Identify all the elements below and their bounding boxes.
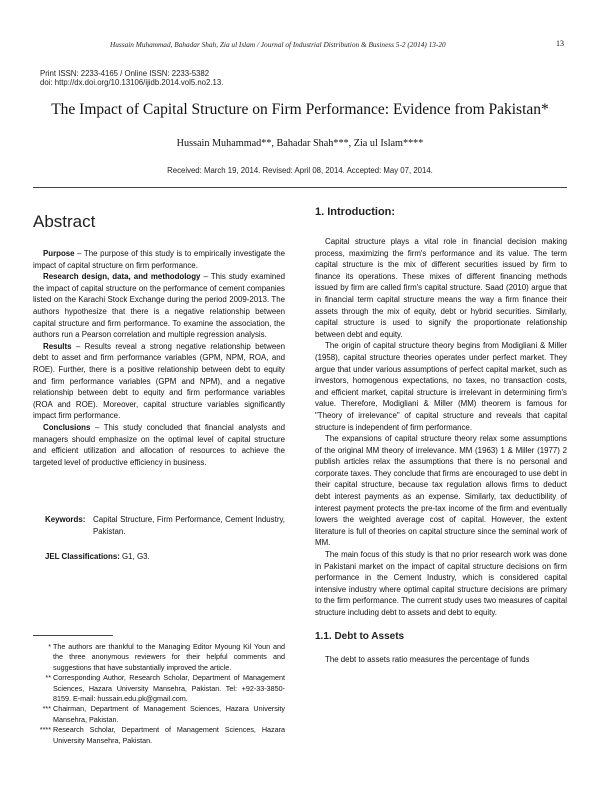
- header-divider: [33, 187, 567, 188]
- abstract-design: [33, 271, 285, 341]
- footnotes: [33, 642, 285, 746]
- body-column: [315, 206, 567, 665]
- footnote-text: The authors are thankful to the Managing Editor Myoung Kil Youn and the three anonymous reviewers for their helpful comments and suggestions that have substantially improved the article.: [53, 642, 285, 672]
- abstract-results: [33, 341, 285, 422]
- abstract-column: [33, 212, 285, 468]
- footnote-divider: [33, 635, 113, 636]
- keywords-text: Capital Structure, Firm Performance, Cement Industry, Pakistan.: [93, 515, 285, 536]
- footnote-mark: *: [48, 642, 51, 651]
- received-dates: Received: March 19, 2014. Revised: April 08, 2014. Accepted: May 07, 2014.: [167, 166, 433, 175]
- footnote: [33, 704, 285, 725]
- footnote-mark: **: [45, 673, 51, 683]
- footnote-text: Corresponding Author, Research Scholar, Department of Management Sciences, Hazara University Mansehra, Pakistan. Tel: +92-33-3850-8159. E-mail: hussain.edu.pk@gmail.com.: [53, 673, 285, 704]
- keywords-label: Keywords:: [45, 515, 86, 524]
- body-paragraph: The expansions of capital structure theory relax some assumptions of the original MM theory of irrelevance. MM (1963) 1 & Miller (1977) 2 publish articles relax the assumptions that there is no personal and corporate taxes. They conclude that firms are encouraged to use debt in their capital structure, because tax regulation allows firms to deduct debt interest payments as an expense. Similarly, tax deductibility of interest payment protects the pre-tax income of the firm and eventually lowers the weighted average cost of capital. However, the extent literature is full of theories on capital structure since the seminal work of MM.: [315, 434, 567, 548]
- conclusions-label: Conclusions: [43, 422, 91, 432]
- jel-classifications: [45, 552, 150, 561]
- doi-link[interactable]: doi: http://dx.doi.org/10.13106/ijidb.2014.vol5.no2.13.: [40, 78, 224, 87]
- conclusions-text: – This study concluded that financial analysts and managers should emphasize on the optimal level of capital structure and efficient utilization and allocation of resources to achieve the targeted level of productive efficiency in business.: [33, 422, 285, 467]
- abstract-purpose: [33, 248, 285, 271]
- abstract-conclusions: [33, 422, 285, 468]
- results-text: – Results reveal a strong negative relationship between debt to asset and firm performance variables (GPM, NPM, ROA, and ROE). Further, there is a positive relationship between debt to equity and firm performance variables (GPM and NPM), and a negative relationship between debt to equity and firm performance variables (ROA and ROE). Moreover, capital structure variables significantly impact firm performance.: [33, 341, 285, 421]
- body-paragraph: The main focus of this study is that no prior research work was done in Pakistani market on the impact of capital structure decisions on firm performance in the Cement Industry, which is considered capital intensive industry where optimal capital structure decisions are primary to the firm performance. The current study uses two measures of capital structure including debt to assets and debt to equity.: [315, 550, 567, 617]
- design-label: Research design, data, and methodology: [43, 272, 201, 282]
- section-heading-introduction: 1. Introduction:: [315, 206, 396, 218]
- footnote-mark: ****: [39, 725, 51, 735]
- jel-label: JEL Classifications:: [45, 552, 120, 561]
- purpose-text: – The purpose of this study is to empirically investigate the impact of capital structure on firm performance.: [33, 249, 285, 270]
- purpose-label: Purpose: [43, 249, 75, 258]
- author-list: Hussain Muhammad**, Bahadar Shah***, Zia ul Islam****: [176, 138, 424, 149]
- footnote: [33, 673, 285, 704]
- footnote-mark: ***: [42, 704, 51, 714]
- jel-text: G1, G3.: [119, 552, 150, 561]
- footnote-text: Research Scholar, Department of Management Sciences, Hazara University Mansehra, Pakistan.: [53, 725, 285, 745]
- article-title: The Impact of Capital Structure on Firm Performance: Evidence from Pakistan*: [51, 101, 549, 118]
- footnote: [33, 725, 285, 746]
- running-head: Hussain Muhammad, Bahadar Shah, Zia ul Islam / Journal of Industrial Distribution & Business 5-2 (2014) 13-20: [110, 40, 446, 49]
- body-paragraph: Capital structure plays a vital role in financial decision making process, maximizing the firm's performance and its value. The term capital structure is the mix of different securities issued by firm to finance its operations. These mixes of different financing methods issued by firm are called firm's capital structure. Saad (2010) argue that in financial term capital structure means the way a firm finance their assets through the mix of equity, debt or hybrid securities. Similarly, capital structure is used to signify the proportionate relationship between debt and equity.: [315, 237, 567, 339]
- page-number: 13: [556, 39, 564, 48]
- subsection-heading-debt-to-assets: 1.1. Debt to Assets: [315, 630, 405, 642]
- results-label: Results: [43, 341, 72, 351]
- footnote-text: Chairman, Department of Management Sciences, Hazara University Mansehra, Pakistan.: [53, 704, 285, 724]
- body-paragraph: The debt to assets ratio measures the percentage of funds: [325, 654, 530, 664]
- abstract-heading: Abstract: [33, 212, 96, 231]
- footnote: [33, 642, 285, 673]
- issn-line: Print ISSN: 2233-4165 / Online ISSN: 2233-5382: [40, 69, 210, 78]
- body-paragraph: The origin of capital structure theory begins from Modigliani & Miller (1958), capital structure theories operates under perfect market. They argue that under various assumptions of perfect capital market, such as investors, homogenous expectations, no taxes, no transaction costs, and efficient market, capital structure is irrelevant in determining firm's value. Therefore, Modigliani & Miller (MM) theorem is famous for "Theory of irrelevance" of capital structure and reveals that capital structure is independent of firm performance.: [315, 341, 567, 432]
- design-text: – This study examined the impact of capital structure on the performance of cement companies listed on the Karachi Stock Exchange during the period 2009-2013. The authors hypothesize that there is a negative relationship between capital structure and firm performance. To examine the association, the authors run a Pearson correlation and multiple regression analysis.: [33, 272, 285, 340]
